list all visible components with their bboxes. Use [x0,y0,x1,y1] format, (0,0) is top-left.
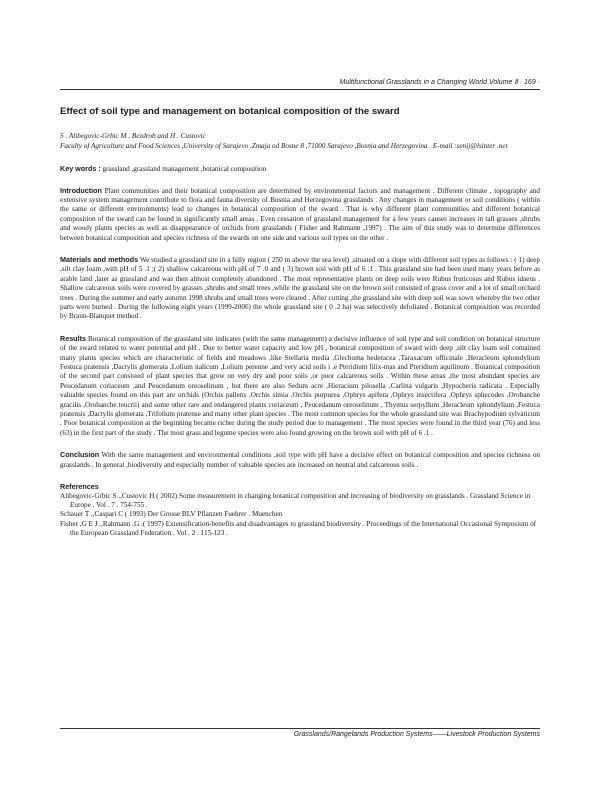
keywords-label: Key words : [60,164,101,173]
keywords [60,164,540,175]
reference-item: Schauer T .,Caspari C ( 1993) Der Grosse BLV Pflanzen Fuehrer . Muenchen [60,510,283,519]
results-text: Botanical composition of the grassland site indicates (with the same management) a decisive influence of soil type and soil condition on botanical structure of the sward related to water potential and pH . Due to better water capacity and low pH , botanical composition of sward with deep ,silt clay loam soil contained many plants species which are characteristic of fields and meadows ,like Stellaria media ,Glechoma hederacea ,Taraxacum officinale ,Heracleum sphondylium Festuca pratensis ,Dactylis glomerata ,Lolium italicum ,Lolium perenne ,and very acid soils i .e Pteridium filix-mas and Pteridium aquilinum . Botanical composition of the second part consisted of plant species that grow on very dry and poor soils ,or poor calcareous soils . Within these areas ,the most abundant species are Peucedanum coriaceum ,and Peucedanum oreoselinum , but there are also Sedum acre ,Hieracium pilosella ,Carlina vulgaris ,Hypocheris radicata . Especially valuable species found on this part are orchids (Orchis pallens ,Orchis simia ,Orchis purpurea ,Ophrys apifera ,Ophrys insectifera ,Ophrys sphecodes ,Orobanche gracilis ,Orobanche teucrii) and some other rare and endangered plants coriaceum , Peucedanum oreoselinum , Thymus serpyllum ,Heracleum sphondylium ,Festuca pratensis ,Dactylis glomerata ,Trifolium pratense and many other plant species . The most common species for the whole grassland site was Brachypodium sylvaticum . Poor botanical composition at the beginning became richer during the study period due to management . The most species were found in the third year (76) and less (63) in the first part of the study . The most grass and legume species were also found growing on the brown soil with pH of 6 .1 . [60,334,541,437]
reference-item: Alibegovic-Grbic S .,Custovic H ( 2002) Some measurement in changing botanical composition and increasing of biodiversity on grasslands . Grassland Science in Europe . Vol . 7 . 754-755 . [60,491,531,509]
paper-content [60,106,540,539]
running-header: Multifunctional Grasslands in a Changing World Volume Ⅱ · 169 · [60,78,540,90]
methods-label: Materials and methods [60,254,139,264]
running-footer: Grasslands/Rangelands Production Systems——Livestock Production Systems [60,728,540,740]
results-section [60,334,540,438]
introduction-text: Plant communities and their botanical composition are determined by environmental factors and management . Different climate , topography and extensive system management contribute to flora and fauna diversity of Bosnia and Herzegovina grasslands . Any changes in management or soil conditions ( within the same or different environments) lead to changes in botanical composition of the sward . That is why different plant communities and different botanical composition of the sward can be found in significantly small areas . Even cessation of grassland management for a few years causes increases in tall grasses ,shrubs and woody plants species as well as disappearance of orchids from grasslands ( Fisher and Rahmann ,1997) . The aim of this study was to determine differences between botanical composition and species richness of the swards on one side and various soil types on the other . [60,186,541,242]
paper-title: Effect of soil type and management on botanical composition of the sward [60,106,400,117]
references-heading: References [60,482,99,492]
keywords-text: grassland ,grassland management ,botanical composition [102,165,267,173]
methods-section [60,255,540,322]
introduction-section [60,186,540,243]
conclusion-label: Conclusion [60,450,100,460]
affiliation: Faculty of Agriculture and Food Sciences ,University of Sarajevo ,Zmaja od Bosne 8 ,71000 Sarajevo ,Bosnia and Herzegovina . E-mail :senij@lsinter .net [60,141,508,150]
authors: S . Alibegovic-Grbic M . Bezdrob and H . Custovic [60,132,206,140]
introduction-label: Introduction [60,185,102,195]
conclusion-text: With the same management and environmental conditions ,soil type with pH have a decisive effect on botanical composition and species richness on grasslands . In general ,biodiversity and especially number of valuable species are increased on neutral and calcareous soils . [60,451,541,469]
conclusion-section [60,450,540,470]
methods-text: We studied a grassland site in a hilly region ( 250 m above the sea level) ,situated on a slope with different soil types as follows : ( 1) deep ,silt clay loam ,with pH of 5 .1 ;( 2) shallow calcareous with pH of 7 .0 and ( 3) brown soil with pH of 6 .1 . This grassland site had been used many years before as arable land ,later as grassland and was then almost completely abandoned . The most representative plants on deep soils were Rubus fruticosus and Rubus idaeus . Shallow calcareous soils were covered by grasses ,shrubs and small trees ,while the grassland site on the brown soil consisted of grass cover and a lot of small orchard trees . During the summer and early autumn 1998 shrubs and small trees were cleared . After cutting ,the grassland site with deep soil was sown whereby the two other parts were burned . During the following eight years (1999-2006) the whole grassland site ( 0 .2 ha) was selectively defoliated . Botanical composition was recorded by Braun-Blanquet method . [60,255,540,321]
reference-item: Fisher ,G E J .,Rahmann ,G .( 1997) Extensification-benefits and disadvantages to grassland biodiversity . Proceedings of the International Occasional Symposium of the European Grassland Federation . Vol . 2 . 115-123 . [60,519,537,538]
results-label: Results [60,333,86,343]
